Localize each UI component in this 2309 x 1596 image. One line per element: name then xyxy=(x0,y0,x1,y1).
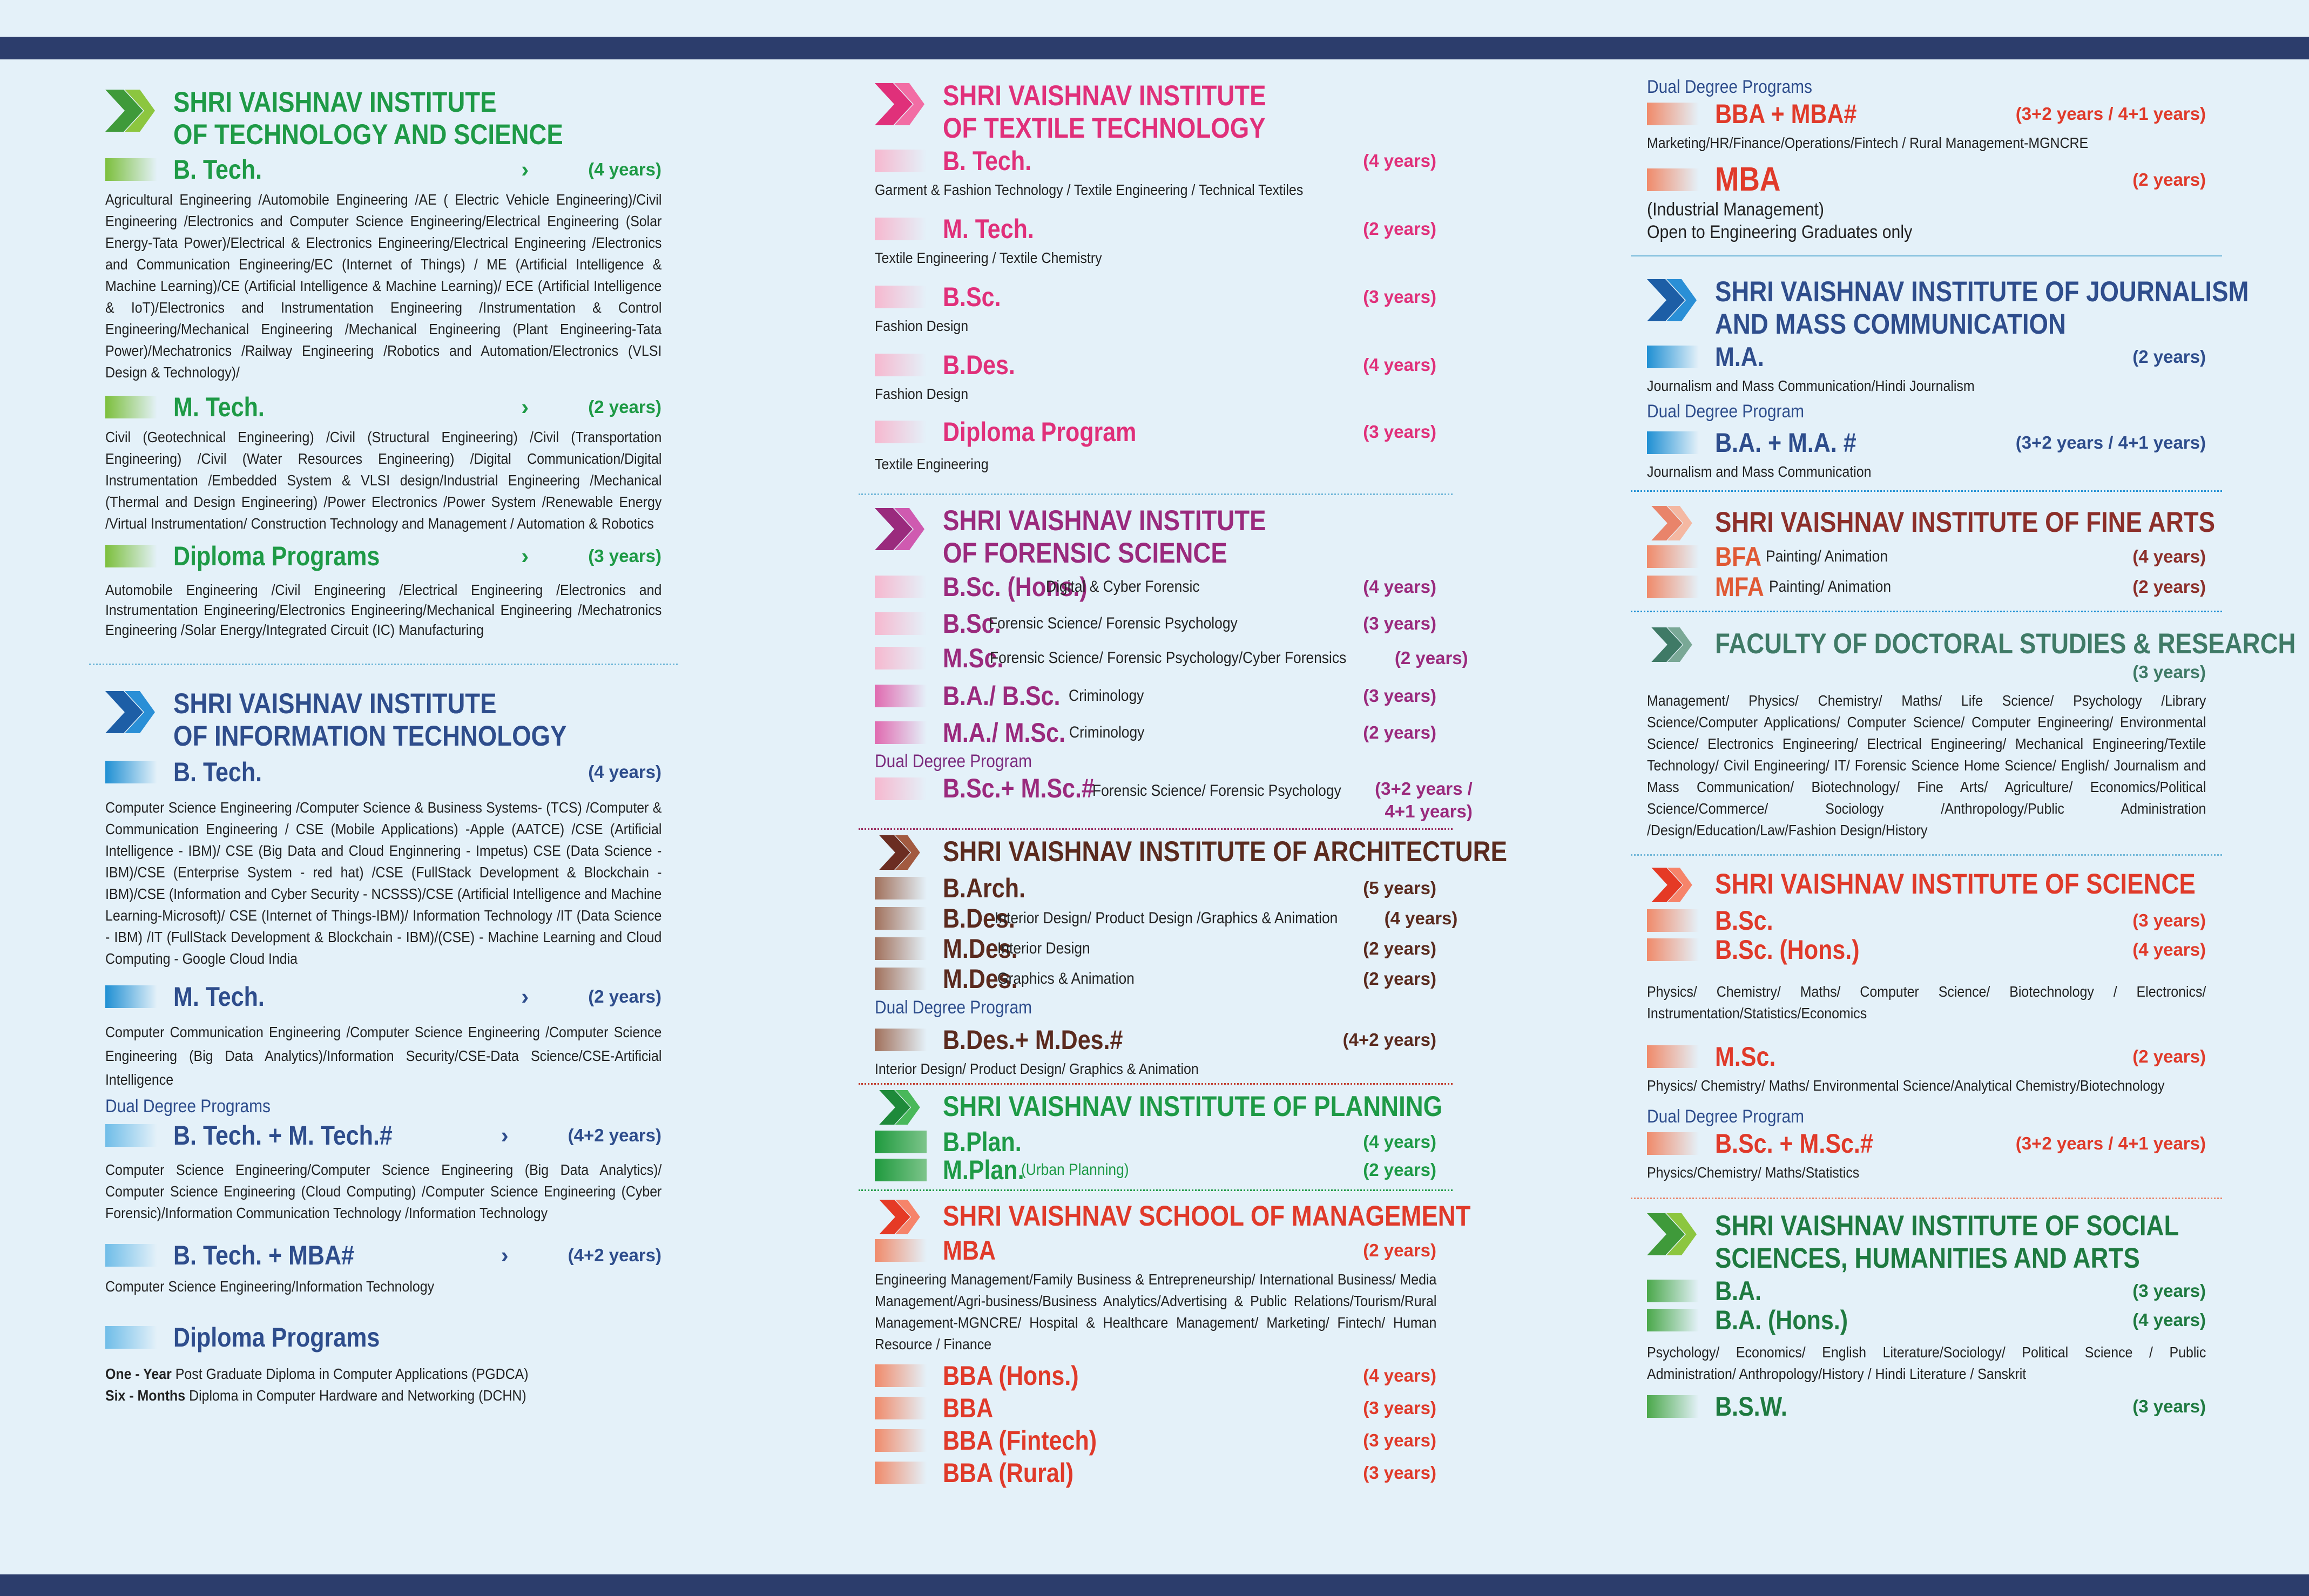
program-description: Fashion Design xyxy=(875,317,969,334)
program-description: Physics/ Chemistry/ Maths/ Computer Science/ Biotechnology / Electronics/ Instrumentation/Statistics/Economics xyxy=(1647,983,2206,1022)
section-title: SCIENCES, HUMANITIES AND ARTS xyxy=(1715,1242,2140,1274)
program-name: B.Plan. xyxy=(943,1127,1022,1157)
program-duration: (2 years) xyxy=(1363,1160,1436,1180)
program-name: B.Sc. + M.Sc.# xyxy=(1715,1128,1873,1159)
program-duration: (3 years) xyxy=(2132,1281,2206,1301)
section-svits xyxy=(105,86,661,640)
program-row xyxy=(875,349,1436,381)
program-name: BFA xyxy=(1715,542,1761,572)
program-duration: (4 years) xyxy=(1363,1132,1436,1152)
program-name: B.Des. xyxy=(943,903,1015,934)
chevron-right-icon: › xyxy=(501,1122,509,1148)
program-name: BBA (Hons.) xyxy=(943,1361,1079,1391)
dual-degree-label: Dual Degree Program xyxy=(875,751,1032,772)
program-row xyxy=(1647,571,2206,603)
section-planning xyxy=(875,1089,1443,1186)
program-description: Computer Science Engineering/Information Technology xyxy=(105,1278,435,1295)
program-note: Graphics & Animation xyxy=(997,970,1135,988)
chevron-icon xyxy=(1647,279,1697,321)
program-description: Computer Communication Engineering /Computer Science Engineering /Computer Science Engineering (Big Data Analytics)/Information Security/CSE-Data Science/CSE-Artificial Intelligence xyxy=(105,1024,662,1088)
program-description: Engineering Management/Family Business & Entrepreneurship/ International Business/ Media Management/Agri-business/Business Analytics/Advertising & Public Relations/Tourism/Rural Management-MGNCRE/ Hospital & Healthcare Management/ Marketing/ Fintech/ Human Resource / Finance xyxy=(875,1271,1437,1352)
program-description: Journalism and Mass Communication/Hindi Journalism xyxy=(1647,377,1975,394)
chevron-icon xyxy=(1647,1213,1697,1255)
program-description: Garment & Fashion Technology / Textile Engineering / Technical Textiles xyxy=(875,181,1304,198)
program-row xyxy=(875,716,1436,749)
section-title: SHRI VAISHNAV INSTITUTE OF FINE ARTS xyxy=(1715,506,2215,538)
program-row xyxy=(105,391,661,423)
program-row xyxy=(105,1119,661,1152)
program-duration: (3 years) xyxy=(1363,686,1436,706)
program-name: B.Des. xyxy=(943,350,1015,380)
section-title: AND MASS COMMUNICATION xyxy=(1715,308,2066,340)
section-title: FACULTY OF DOCTORAL STUDIES & RESEARCH xyxy=(1715,628,2296,660)
program-name: B.Sc. xyxy=(943,282,1001,312)
program-duration: (2 years) xyxy=(1363,722,1436,742)
divider xyxy=(1631,854,2222,856)
program-duration: (3 years) xyxy=(1363,422,1436,442)
program-duration: (3 years) xyxy=(588,546,661,566)
chevron-icon xyxy=(1647,627,1697,662)
program-row xyxy=(875,213,1436,245)
program-description: Journalism and Mass Communication xyxy=(1647,463,1872,480)
chevron-icon xyxy=(1647,506,1697,540)
dual-degree-label: Dual Degree Program xyxy=(875,997,1032,1018)
program-row xyxy=(875,281,1436,313)
program-row xyxy=(1647,1390,2206,1423)
chevron-right-icon: › xyxy=(521,394,529,420)
program-row xyxy=(875,1424,1436,1457)
program-duration: (4 years) xyxy=(588,762,661,782)
program-name: B.A. + M.A. # xyxy=(1715,428,1856,458)
program-duration: (3 years) xyxy=(2132,910,2206,930)
chevron-right-icon: › xyxy=(521,157,529,182)
section-sviit xyxy=(105,688,661,1406)
program-row xyxy=(875,642,1468,674)
section-journalism xyxy=(1647,276,2249,483)
section-social-sciences xyxy=(1647,1210,2206,1423)
program-name: M.A. xyxy=(1715,342,1764,372)
section-title: OF TEXTILE TECHNOLOGY xyxy=(943,112,1266,144)
program-description: Textile Engineering / Textile Chemistry xyxy=(875,249,1102,266)
dual-degree-label: Dual Degree Programs xyxy=(1647,77,1812,97)
program-description: Textile Engineering xyxy=(875,456,989,472)
program-duration: (3 years) xyxy=(1363,287,1436,307)
program-name: M.Sc. xyxy=(943,643,1004,673)
program-name: B. Tech. + MBA# xyxy=(173,1240,354,1270)
program-description: Computer Science Engineering /Computer Science & Business Systems- (TCS) /Computer & Communication Engineering / CSE (Mobile Applications) -Apple (AATCE) /CSE (Artificial Intelligence - IBM)/ CSE (Big Data and Cloud Enginnering - Impetus) CSE (Data Science - IBM)/CSE (Enterprise System - red hat) /CSE (FullStack Development & Blockchain - IBM)/CSE (Information and Cyber Security - NCSSS)/CSE (Artificial Intelligence and Machine Learning-Microsoft)/ CSE (Internet of Things-IBM)/ Information Technology /IT (Data Science - IBM) /IT (FullStack Development & Blockchain - IBM)/(CSE) - Machine Learning and Cloud Computing - Google Cloud India xyxy=(105,799,662,967)
program-row xyxy=(1647,1275,2206,1307)
program-duration: (2 years) xyxy=(1363,938,1436,958)
program-row xyxy=(1647,1304,2206,1336)
section-title: SHRI VAISHNAV INSTITUTE OF JOURNALISM xyxy=(1715,276,2249,308)
program-duration: (3 years) xyxy=(1363,1398,1436,1418)
program-description: Fashion Design xyxy=(875,386,969,402)
program-description: Interior Design/ Product Design/ Graphics & Animation xyxy=(875,1060,1199,1077)
program-row xyxy=(875,571,1436,603)
divider xyxy=(859,1083,1453,1085)
top-band xyxy=(0,37,2309,59)
chevron-icon xyxy=(875,835,924,870)
program-name: B.A. (Hons.) xyxy=(1715,1305,1848,1335)
chevron-right-icon: › xyxy=(521,984,529,1009)
program-row xyxy=(1647,161,2206,198)
program-row xyxy=(875,1234,1436,1267)
divider xyxy=(859,493,1453,495)
program-row xyxy=(105,153,661,186)
section-title: OF TECHNOLOGY AND SCIENCE xyxy=(173,119,563,151)
program-description: Automobile Engineering /Civil Engineering /Electrical Engineering /Electronics and Instrumentation Engineering/Electronics Engineering/Mechanical Engineering /Mechatronics Engineering /Solar Energy/Integrated Circuit (IC) Manufacturing xyxy=(105,581,662,638)
program-duration: (3 years) xyxy=(2132,662,2206,682)
program-row xyxy=(875,932,1436,965)
program-duration: (4 years) xyxy=(1363,151,1436,171)
section-title: SHRI VAISHNAV INSTITUTE xyxy=(943,505,1266,537)
chevron-icon xyxy=(875,1090,924,1125)
program-duration: (3 years) xyxy=(1363,613,1436,633)
program-name: B.A./ B.Sc. xyxy=(943,681,1061,711)
divider xyxy=(1631,611,2222,612)
program-duration: (4 years) xyxy=(1363,1365,1436,1385)
section-management xyxy=(875,1199,1471,1489)
section-textile xyxy=(875,80,1436,475)
divider xyxy=(1631,255,2222,256)
program-duration: (4 years) xyxy=(2132,1310,2206,1330)
program-name: B.Sc.+ M.Sc.# xyxy=(943,773,1095,803)
program-row xyxy=(875,145,1436,177)
column-left xyxy=(105,64,661,1406)
program-duration: (2 years) xyxy=(588,986,661,1006)
program-name: BBA + MBA# xyxy=(1715,99,1857,129)
program-row xyxy=(1647,904,2206,937)
program-duration: (2 years) xyxy=(2132,1046,2206,1066)
program-name: M.A./ M.Sc. xyxy=(943,718,1065,748)
program-row xyxy=(875,1392,1436,1424)
program-row xyxy=(875,1126,1436,1158)
program-duration: (2 years) xyxy=(588,397,661,417)
program-duration: (3 years) xyxy=(2132,1396,2206,1416)
program-name: MFA xyxy=(1715,572,1764,602)
program-name: M. Tech. xyxy=(943,214,1034,244)
program-name: M.Des. xyxy=(943,934,1018,964)
program-duration: (4+2 years) xyxy=(568,1245,661,1265)
program-duration: (4 years) xyxy=(2132,939,2206,959)
section-title: OF INFORMATION TECHNOLOGY xyxy=(173,720,567,752)
program-description: Management/ Physics/ Chemistry/ Maths/ Life Science/ Psychology /Library Science/Computer Applications/ Computer Science/ Computer Engineering/ Environmental Science/ Electronics Engineering/ Electrical Engineering/ Mechanical Engineering/Textile Technology/ Civil Engineering/ IT/ Forensic Science Home Science/ English/ Journalism and Mass Communication/ Biotechnology/ Fine Arts/ Agriculture/ Economics/Political Science/Commerce/ Sociology /Anthropology/Public Administration /Design/Education/Law/Fashion Design/History xyxy=(1647,692,2206,838)
section-science xyxy=(1647,867,2206,1184)
bottom-band xyxy=(0,1574,2309,1596)
program-name: B.S.W. xyxy=(1715,1391,1787,1422)
program-note: Interior Design/ Product Design /Graphics & Animation xyxy=(994,909,1338,927)
program-row xyxy=(1647,341,2206,373)
program-duration: (4 years) xyxy=(588,159,661,179)
program-duration: (2 years) xyxy=(1363,969,1436,989)
program-note: Forensic Science/ Forensic Psychology xyxy=(1092,782,1341,800)
program-name: BBA (Fintech) xyxy=(943,1425,1097,1456)
program-row xyxy=(1647,98,2206,130)
program-duration: (3+2 years / 4+1 years) xyxy=(2015,104,2206,124)
program-name: B.Sc. xyxy=(1715,905,1773,936)
program-description: (Industrial Management) Open to Engineering Graduates only xyxy=(1647,199,1913,242)
program-name: Diploma Programs xyxy=(173,541,380,571)
program-duration: (2 years) xyxy=(1363,219,1436,239)
program-row xyxy=(875,1360,1436,1392)
program-name: B. Tech. + M. Tech.# xyxy=(173,1120,393,1151)
column-right xyxy=(1647,64,2296,1423)
divider xyxy=(1631,1198,2222,1199)
program-row xyxy=(875,872,1436,904)
program-note: Criminology xyxy=(1068,687,1144,705)
program-description: Psychology/ Economics/ English Literature/Sociology/ Political Science / Public Administration/ Anthropology/History / Hindi Literature / Sanskrit xyxy=(1647,1344,2206,1382)
program-name: MBA xyxy=(943,1235,996,1266)
chevron-icon xyxy=(875,508,924,550)
program-duration: (3+2 years / 4+1 years) xyxy=(2015,1133,2206,1153)
program-duration: (2 years) xyxy=(2132,577,2206,597)
program-duration: 4+1 years) xyxy=(1385,801,1473,821)
program-description: Marketing/HR/Finance/Operations/Fintech / Rural Management-MGNCRE xyxy=(1647,134,2089,151)
section-title: SHRI VAISHNAV INSTITUTE xyxy=(173,86,497,118)
program-name: B.Sc. (Hons.) xyxy=(1715,935,1860,965)
program-duration: (4 years) xyxy=(1363,577,1436,597)
section-title: SHRI VAISHNAV INSTITUTE xyxy=(173,688,497,720)
program-name: Diploma Program xyxy=(943,417,1137,447)
chevron-icon xyxy=(105,90,155,132)
section-management-cont xyxy=(1647,77,2206,244)
chevron-icon xyxy=(105,691,155,733)
program-row xyxy=(875,1154,1436,1186)
program-row xyxy=(105,756,661,788)
program-row xyxy=(875,680,1436,712)
program-name: M. Tech. xyxy=(173,982,265,1012)
program-name: B.Des.+ M.Des.# xyxy=(943,1025,1123,1055)
program-duration: (5 years) xyxy=(1363,878,1436,898)
program-name: B.Sc. xyxy=(943,608,1001,639)
program-duration: (2 years) xyxy=(2132,347,2206,367)
dual-degree-label: Dual Degree Program xyxy=(1647,401,1805,422)
section-architecture xyxy=(875,834,1507,1080)
section-doctoral xyxy=(1647,626,2296,841)
program-note: Forensic Science/ Forensic Psychology xyxy=(989,614,1238,632)
program-name: B. Tech. xyxy=(173,757,262,787)
program-name: BBA xyxy=(943,1393,994,1423)
section-title: SHRI VAISHNAV SCHOOL OF MANAGEMENT xyxy=(943,1200,1471,1232)
program-row xyxy=(875,607,1436,640)
program-name: B.Sc. (Hons.) xyxy=(943,572,1088,602)
chevron-icon xyxy=(1647,868,1697,902)
program-name: M.Plan. xyxy=(943,1155,1024,1185)
program-row xyxy=(1647,934,2206,966)
divider xyxy=(89,664,678,665)
program-duration: (4 years) xyxy=(1384,908,1458,928)
section-title: SHRI VAISHNAV INSTITUTE xyxy=(943,80,1266,112)
program-name: Diploma Programs xyxy=(173,1322,380,1352)
program-row xyxy=(1647,540,2206,573)
program-description: Physics/Chemistry/ Maths/Statistics xyxy=(1647,1164,1860,1181)
program-name: B.A. xyxy=(1715,1276,1761,1306)
program-description: Physics/ Chemistry/ Maths/ Environmental Science/Analytical Chemistry/Biotechnology xyxy=(1647,1077,2165,1094)
program-note: Digital & Cyber Forensic xyxy=(1046,578,1200,596)
program-name: M. Tech. xyxy=(173,392,265,422)
program-row xyxy=(105,980,661,1013)
program-duration: (3+2 years / 4+1 years) xyxy=(2015,432,2206,452)
program-row xyxy=(1647,1040,2206,1073)
program-row xyxy=(875,1024,1436,1056)
chevron-right-icon: › xyxy=(501,1242,509,1268)
dual-degree-label: Dual Degree Programs xyxy=(105,1096,271,1117)
program-duration: (4+2 years) xyxy=(568,1125,661,1145)
divider xyxy=(859,1189,1453,1191)
program-duration: (4 years) xyxy=(2132,546,2206,566)
program-row xyxy=(105,540,661,572)
program-name: BBA (Rural) xyxy=(943,1458,1074,1488)
program-description: Agricultural Engineering /Automobile Engineering /AE ( Electric Vehicle Engineering)/Civil Engineering /Electronics and Computer Science Engineering/Electrical Engineering (Solar Energy-Tata Power)/Electrical & Electronics Engineering/Electrical Engineering /Electronics and Communication Engineering/EC (Internet of Things) / ME (Artificial Intelligence & Machine Learning)/CE (Artificial Intelligence & Machine Learning)/ ECE (Artificial Intelligence & IoT)/Electronics and Instrumentation Engineering /Instrumentation & Control Engineering/Mechanical Engineering /Mechanical Engineering (Plant Engineering-Tata Power)/Mechatronics /Railway Engineering /Robotics and Automation/Electronics (VLSI Design & Technology)/ xyxy=(105,191,662,381)
program-row xyxy=(875,963,1436,995)
divider xyxy=(1631,490,2222,492)
section-fine-arts xyxy=(1647,505,2215,603)
program-name: M.Sc. xyxy=(1715,1042,1776,1072)
program-row xyxy=(105,1321,661,1354)
program-row xyxy=(105,1239,661,1272)
program-row xyxy=(875,902,1458,935)
section-title: SHRI VAISHNAV INSTITUTE OF SOCIAL xyxy=(1715,1210,2179,1242)
program-row xyxy=(875,1457,1436,1489)
program-name: B.Arch. xyxy=(943,873,1025,903)
program-name: B. Tech. xyxy=(173,154,262,185)
section-title: SHRI VAISHNAV INSTITUTE OF SCIENCE xyxy=(1715,868,2196,900)
program-duration: (2 years) xyxy=(1363,1240,1436,1260)
program-duration: (2 years) xyxy=(1394,648,1468,668)
section-forensic xyxy=(875,505,1473,823)
divider xyxy=(859,828,1453,830)
program-duration: (3 years) xyxy=(1363,1430,1436,1450)
program-duration: (2 years) xyxy=(2132,170,2206,190)
program-row xyxy=(875,772,1473,823)
column-middle xyxy=(875,64,1507,1489)
section-title: OF FORENSIC SCIENCE xyxy=(943,537,1227,569)
program-duration: (4 years) xyxy=(1363,355,1436,375)
program-note: Painting/ Animation xyxy=(1766,547,1888,565)
program-name: MBA xyxy=(1715,161,1781,198)
program-note: Painting/ Animation xyxy=(1768,578,1891,596)
chevron-icon xyxy=(875,83,924,125)
chevron-icon xyxy=(875,1200,924,1234)
program-description: One - Year Post Graduate Diploma in Computer Applications (PGDCA) Six - Months Diploma in Computer Hardware and Networking (DCHN) xyxy=(105,1365,529,1404)
program-row xyxy=(875,416,1436,448)
program-description: Computer Science Engineering/Computer Science Engineering (Big Data Analytics)/ Computer Science Engineering (Cloud Computing) /Computer Science Engineering (Cyber Forensic)/Information Communication Technology /Information Technology xyxy=(105,1161,662,1221)
section-title: SHRI VAISHNAV INSTITUTE OF PLANNING xyxy=(943,1091,1443,1122)
dual-degree-label: Dual Degree Program xyxy=(1647,1106,1805,1127)
program-row xyxy=(1647,1127,2206,1160)
program-note: Criminology xyxy=(1069,723,1145,741)
program-duration: (3 years) xyxy=(1363,1463,1436,1483)
program-duration: (4+2 years) xyxy=(1342,1030,1436,1050)
chevron-right-icon: › xyxy=(521,543,529,569)
program-description: Civil (Geotechnical Engineering) /Civil (Structural Engineering) /Civil (Transportation Engineering) /Civil (Water Resources Engineering) /Digital Communication/Digital Instrumentation /Embedded System & VLSI design/Industrial Engineering /Mechanical (Thermal and Design Engineering) /Power Electronics /Power System /Renewable Energy /Virtual Instrumentation/ Construction Technology and Management / Automation & Robotics xyxy=(105,429,662,532)
program-name: M.Des. xyxy=(943,964,1018,994)
program-note: Forensic Science/ Forensic Psychology/Cyber Forensics xyxy=(989,649,1346,667)
program-duration: (3+2 years / xyxy=(1375,779,1473,799)
program-note: (Urban Planning) xyxy=(1021,1161,1129,1179)
program-name: B. Tech. xyxy=(943,146,1032,176)
program-row xyxy=(1647,427,2206,459)
program-note: Interior Design xyxy=(997,939,1090,957)
section-title: SHRI VAISHNAV INSTITUTE OF ARCHITECTURE xyxy=(943,836,1507,868)
